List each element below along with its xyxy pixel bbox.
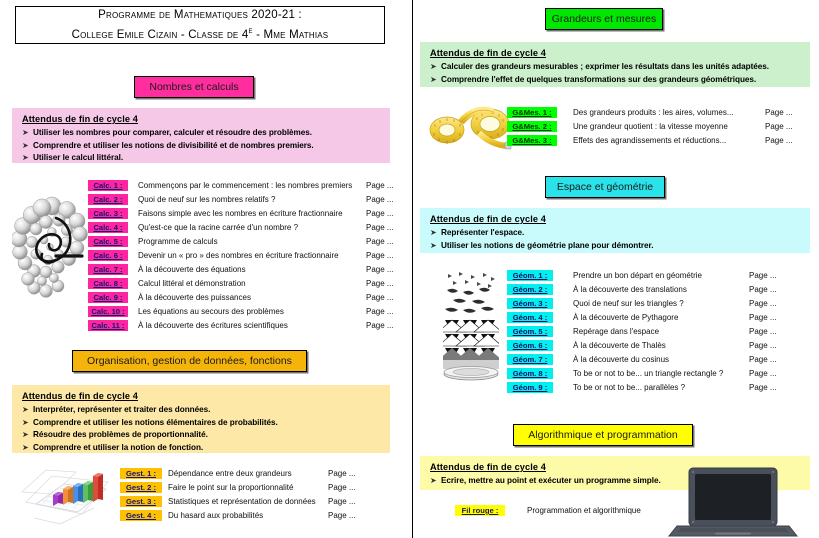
attendus-item-text: Comprendre et utiliser les notions de divisibilité et de nombres premiers. — [33, 140, 314, 150]
attendus-heading-organisation: Attendus de fin de cycle 4 — [22, 391, 138, 401]
attendus-item-text: Représenter l'espace. — [441, 228, 525, 237]
attendus-item — [430, 74, 800, 86]
page-title-teacher: - Mme Mathias — [252, 28, 329, 41]
arrow-bullet-icon: ➤ — [430, 240, 437, 250]
attendus-panel-grandeurs — [420, 42, 810, 87]
attendus-heading-algorithmique: Attendus de fin de cycle 4 — [430, 462, 546, 472]
chapter-row[interactable] — [507, 324, 777, 338]
attendus-item-text: Ecrire, mettre au point et exécuter un programme simple. — [441, 476, 661, 485]
arrow-bullet-icon: ➤ — [22, 405, 29, 414]
chapter-tag-link[interactable]: Calc. 2 : — [88, 194, 128, 205]
chapter-tag-link[interactable]: Calc. 7 : — [88, 264, 128, 275]
chapter-title: Prendre un bon départ en géométrie — [573, 270, 702, 280]
attendus-heading-grandeurs: Attendus de fin de cycle 4 — [430, 48, 546, 58]
page-title-ordinal: e — [248, 25, 253, 35]
chapter-row[interactable] — [120, 494, 356, 508]
chapter-page: Page ... — [749, 270, 777, 280]
chapter-page: Page ... — [749, 298, 777, 308]
attendus-panel-geometrie — [420, 208, 810, 253]
fil-rouge-tag-link[interactable]: Fil rouge : — [455, 505, 505, 516]
page-title-line-2 — [72, 23, 329, 43]
attendus-item — [22, 429, 380, 441]
chapter-row[interactable] — [507, 282, 777, 296]
arrow-bullet-icon: ➤ — [430, 62, 437, 71]
arrow-bullet-icon: ➤ — [22, 140, 29, 150]
chapter-tag-link[interactable]: Calc. 8 : — [88, 278, 128, 289]
chapter-page: Page ... — [749, 312, 777, 322]
page-title-school: College Emile Cizain - Classe de 4 — [71, 28, 249, 41]
attendus-panel-organisation — [12, 385, 390, 453]
attendus-item-text: Comprendre et utiliser les notions élémentaires de probabilités. — [33, 417, 278, 427]
attendus-list-geometrie — [430, 227, 800, 251]
attendus-item — [430, 227, 800, 239]
chapter-title: Devenir un « pro » des nombres en écriture fractionnaire — [138, 250, 339, 260]
chapter-page: Page ... — [328, 510, 356, 520]
right-column — [413, 0, 819, 538]
arrow-bullet-icon: ➤ — [430, 476, 437, 485]
arrow-bullet-icon: ➤ — [22, 128, 29, 137]
chapter-row[interactable] — [507, 380, 777, 394]
chapter-page: Page ... — [749, 368, 777, 378]
chapter-tag-link[interactable]: Calc. 1 : — [88, 180, 128, 191]
chapter-row[interactable] — [88, 304, 394, 318]
chapter-page: Page ... — [749, 284, 777, 294]
chapter-row[interactable] — [88, 206, 394, 220]
chapter-page: Page ... — [749, 326, 777, 336]
document-title-box — [15, 6, 385, 44]
chapter-row[interactable] — [88, 276, 394, 290]
chapter-row[interactable] — [88, 192, 394, 206]
chapter-tag-link[interactable]: Calc. 9 : — [88, 292, 128, 303]
escher-tessellation-image — [443, 268, 499, 390]
chapter-tag-link[interactable]: Calc. 6 : — [88, 250, 128, 261]
attendus-item-text: Utiliser les nombres pour comparer, calculer et résoudre des problèmes. — [33, 128, 313, 137]
arrow-bullet-icon: ➤ — [22, 153, 29, 162]
chapter-page: Page ... — [366, 208, 394, 218]
chapter-title: À la découverte du cosinus — [573, 354, 670, 364]
chapter-row[interactable] — [507, 338, 777, 352]
chapter-row[interactable] — [507, 296, 777, 310]
chapter-title: Une grandeur quotient : la vitesse moyenne — [573, 121, 728, 131]
chapter-title: Faire le point sur la proportionnalité — [168, 482, 294, 492]
attendus-panel-nombres — [12, 108, 390, 163]
chapter-row[interactable] — [88, 220, 394, 234]
chapter-list-grandeurs — [507, 105, 793, 147]
attendus-item-text: Interpréter, représenter et traiter des données. — [33, 405, 211, 414]
chapter-tag-link[interactable]: Calc. 4 : — [88, 222, 128, 233]
attendus-item — [22, 442, 380, 454]
chapter-title: Les équations au secours des problèmes — [138, 306, 284, 316]
chapter-page: Page ... — [328, 468, 356, 478]
chapter-row[interactable] — [507, 268, 777, 282]
chapter-page: Page ... — [749, 354, 777, 364]
chapter-title: À la découverte de Pythagore — [573, 312, 679, 322]
attendus-item — [22, 127, 380, 139]
chapter-row[interactable] — [120, 480, 356, 494]
chapter-title: Dépendance entre deux grandeurs — [168, 468, 292, 478]
chapter-title: À la découverte des puissances — [138, 292, 251, 302]
chapter-row[interactable] — [120, 508, 356, 522]
chapter-row[interactable] — [88, 234, 394, 248]
chapter-row[interactable] — [88, 318, 394, 332]
chapter-title: Des grandeurs produits : les aires, volumes... — [573, 107, 734, 117]
chapter-page: Page ... — [328, 482, 356, 492]
chapter-tag-link[interactable]: Géom. 7 : — [507, 354, 553, 365]
attendus-item — [22, 140, 380, 152]
attendus-item — [22, 152, 380, 164]
chapter-page: Page ... — [366, 278, 394, 288]
chapter-page: Page ... — [366, 264, 394, 274]
chapter-page: Page ... — [328, 496, 356, 506]
fil-rouge-title: Programmation et algorithmique — [527, 506, 641, 515]
chapter-page: Page ... — [765, 107, 793, 117]
chapter-page: Page ... — [765, 121, 793, 131]
chapter-page: Page ... — [366, 194, 394, 204]
attendus-list-organisation — [22, 404, 380, 453]
chapter-title: Commençons par le commencement : les nombres premiers — [138, 180, 353, 190]
measuring-tape-image — [427, 100, 515, 152]
chapter-row[interactable] — [507, 119, 793, 133]
chapter-row[interactable] — [88, 178, 394, 192]
chapter-title: Quoi de neuf sur les nombres relatifs ? — [138, 194, 276, 204]
chapter-list-geometrie — [507, 268, 777, 394]
chapter-title: Faisons simple avec les nombres en écriture fractionnaire — [138, 208, 343, 218]
banner-nombres-label: Nombres et calculs — [149, 81, 239, 93]
chapter-page: Page ... — [765, 135, 793, 145]
attendus-item-text: Utiliser le calcul littéral. — [33, 153, 124, 162]
chapter-title: Programme de calculs — [138, 236, 218, 246]
chapter-tag-link[interactable]: Géom. 4 : — [507, 312, 553, 323]
chapter-title: Statistiques et représentation de données — [168, 496, 316, 506]
fil-rouge-row[interactable] — [455, 505, 641, 516]
chapter-tag-link[interactable]: Calc. 10 : — [88, 306, 128, 317]
chapter-tag-link[interactable]: Géom. 3 : — [507, 298, 553, 309]
attendus-heading-geometrie: Attendus de fin de cycle 4 — [430, 214, 546, 224]
chapter-tag-link[interactable]: Géom. 2 : — [507, 284, 553, 295]
chapter-title: Quoi de neuf sur les triangles ? — [573, 298, 684, 308]
chapter-tag-link[interactable]: G&Mes. 2 : — [507, 121, 557, 132]
banner-algorithmique-et-programmation[interactable] — [513, 424, 693, 446]
chapter-page: Page ... — [366, 250, 394, 260]
arrow-bullet-icon: ➤ — [22, 442, 29, 452]
chapter-row[interactable] — [507, 352, 777, 366]
laptop-image — [663, 466, 803, 538]
chapter-row[interactable] — [507, 105, 793, 119]
chapter-page: Page ... — [749, 340, 777, 350]
chapter-title: Effets des agrandissements et réductions... — [573, 135, 727, 145]
chapter-tag-link[interactable]: Gest. 4 : — [120, 510, 162, 521]
banner-espace-et-geometrie[interactable] — [545, 176, 665, 198]
chapter-page: Page ... — [366, 222, 394, 232]
chapter-row[interactable] — [507, 310, 777, 324]
chapter-tag-link[interactable]: G&Mes. 1 : — [507, 107, 557, 118]
attendus-item-text: Comprendre l'effet de quelques transformations sur des grandeurs géométriques. — [441, 74, 757, 84]
chapter-page: Page ... — [366, 292, 394, 302]
chapter-row[interactable] — [120, 466, 356, 480]
arrow-bullet-icon: ➤ — [430, 74, 437, 84]
chapter-tag-link[interactable]: Calc. 3 : — [88, 208, 128, 219]
chapter-tag-link[interactable]: Géom. 6 : — [507, 340, 553, 351]
attendus-list-nombres — [22, 127, 380, 164]
chapter-title: Qu'est-ce que la racine carrée d'un nombre ? — [138, 222, 299, 232]
chapter-page: Page ... — [366, 306, 394, 316]
chapter-title: Du hasard aux probabilités — [168, 510, 264, 520]
chapter-tag-link[interactable]: Géom. 1 : — [507, 270, 553, 281]
attendus-item — [22, 404, 380, 416]
chapter-title: To be or not to be... parallèles ? — [573, 382, 686, 392]
chapter-tag-link[interactable]: Calc. 11 : — [88, 320, 128, 331]
chapter-row[interactable] — [507, 366, 777, 380]
chapter-tag-link[interactable]: Gest. 2 : — [120, 482, 162, 493]
chapter-tag-link[interactable]: Géom. 8 : — [507, 368, 553, 379]
banner-organisation-gestion-donnees[interactable] — [72, 350, 307, 372]
chapter-row[interactable] — [88, 262, 394, 276]
chapter-title: To be or not to be... un triangle rectangle ? — [573, 368, 724, 378]
bar-chart-3d-image — [20, 462, 116, 530]
chapter-page: Page ... — [749, 382, 777, 392]
chapter-title: À la découverte des translations — [573, 284, 687, 294]
attendus-item-text: Calculer des grandeurs mesurables ; exprimer les résultats dans les unités adaptées. — [441, 62, 769, 71]
chapter-tag-link[interactable]: Géom. 9 : — [507, 382, 553, 393]
chapter-tag-link[interactable]: Géom. 5 : — [507, 326, 553, 337]
arrow-bullet-icon: ➤ — [22, 417, 29, 427]
chapter-page: Page ... — [366, 180, 394, 190]
chapter-title: Repérage dans l'espace — [573, 326, 660, 336]
banner-algorithmique-label: Algorithmique et programmation — [528, 429, 678, 441]
chapter-tag-link[interactable]: Calc. 5 : — [88, 236, 128, 247]
banner-organisation-label: Organisation, gestion de données, fonctions — [87, 355, 292, 367]
attendus-item-text: Comprendre et utiliser la notion de fonction. — [33, 442, 204, 452]
nautilus-fractal-spiral-image — [12, 196, 90, 304]
chapter-tag-link[interactable]: Gest. 3 : — [120, 496, 162, 507]
banner-grandeurs-label: Grandeurs et mesures — [551, 13, 657, 25]
chapter-tag-link[interactable]: G&Mes. 3 : — [507, 135, 557, 146]
left-column — [0, 0, 408, 538]
chapter-page: Page ... — [366, 320, 394, 330]
chapter-title: À la découverte de Thalès — [573, 340, 666, 350]
arrow-bullet-icon: ➤ — [22, 430, 29, 439]
attendus-heading-nombres: Attendus de fin de cycle 4 — [22, 114, 138, 124]
chapter-tag-link[interactable]: Gest. 1 : — [120, 468, 162, 479]
chapter-row[interactable] — [507, 133, 793, 147]
banner-nombres-et-calculs[interactable] — [134, 76, 254, 98]
chapter-row[interactable] — [88, 248, 394, 262]
attendus-item-text: Résoudre des problèmes de proportionnalité. — [33, 430, 208, 439]
chapter-row[interactable] — [88, 290, 394, 304]
attendus-item — [430, 61, 800, 73]
attendus-item-text: Utiliser les notions de géométrie plane pour démontrer. — [441, 240, 654, 250]
chapter-title: Calcul littéral et démonstration — [138, 278, 246, 288]
chapter-list-nombres — [88, 178, 394, 332]
banner-grandeurs-et-mesures[interactable] — [545, 8, 663, 30]
attendus-item — [430, 240, 800, 252]
page-title-line-1: Programme de Mathematiques 2020-21 : — [98, 8, 302, 21]
arrow-bullet-icon: ➤ — [430, 228, 437, 237]
attendus-item — [22, 417, 380, 429]
banner-geometrie-label: Espace et géométrie — [556, 181, 654, 193]
chapter-page: Page ... — [366, 236, 394, 246]
attendus-list-grandeurs — [430, 61, 800, 85]
chapter-title: À la découverte des écritures scientifiques — [138, 320, 288, 330]
chapter-title: À la découverte des équations — [138, 264, 246, 274]
chapter-list-organisation — [120, 466, 356, 522]
